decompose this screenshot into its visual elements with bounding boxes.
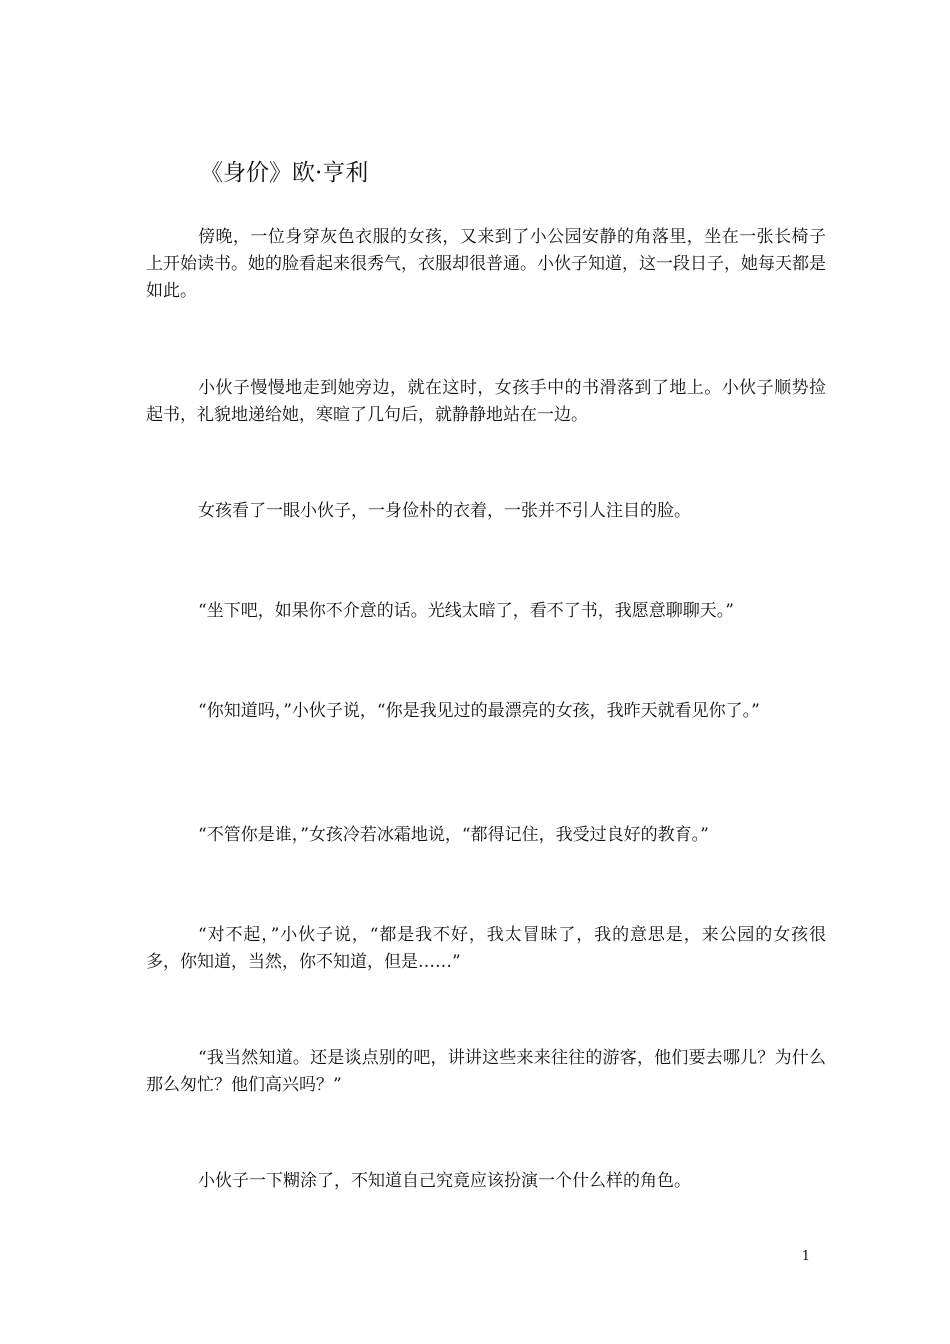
paragraph: “坐下吧，如果你不介意的话。光线太暗了，看不了书，我愿意聊聊天。” [198, 601, 734, 621]
document-title: 《身价》欧·亨利 [200, 160, 369, 186]
paragraph: “不管你是谁，”女孩冷若冰霜地说，“都得记住，我受过良好的教育。” [198, 825, 709, 845]
page-number: 1 [801, 1249, 810, 1264]
paragraph: 傍晚，一位身穿灰色衣服的女孩，又来到了小公园安静的角落里，坐在一张长椅子上开始读书。她的脸看起来很秀气，衣服却很普通。小伙子知道，这一段日子，她每天都是如此。 [146, 227, 826, 301]
paragraph: “你知道吗，”小伙子说，“你是我见过的最漂亮的女孩，我昨天就看见你了。” [198, 701, 760, 721]
paragraph: 小伙子一下糊涂了，不知道自己究竟应该扮演一个什么样的角色。 [198, 1171, 691, 1191]
paragraph: “我当然知道。还是谈点别的吧，讲讲这些来来往往的游客，他们要去哪儿？为什么那么匆忙？他们高兴吗？” [146, 1048, 826, 1095]
paragraph: 女孩看了一眼小伙子，一身俭朴的衣着，一张并不引人注目的脸。 [198, 501, 691, 521]
paragraph: “对不起，”小伙子说，“都是我不好，我太冒昧了，我的意思是，来公园的女孩很多，你知道，当然，你不知道，但是……” [146, 925, 826, 972]
paragraph: 小伙子慢慢地走到她旁边，就在这时，女孩手中的书滑落到了地上。小伙子顺势捡起书，礼貌地递给她，寒暄了几句后，就静静地站在一边。 [146, 378, 826, 425]
